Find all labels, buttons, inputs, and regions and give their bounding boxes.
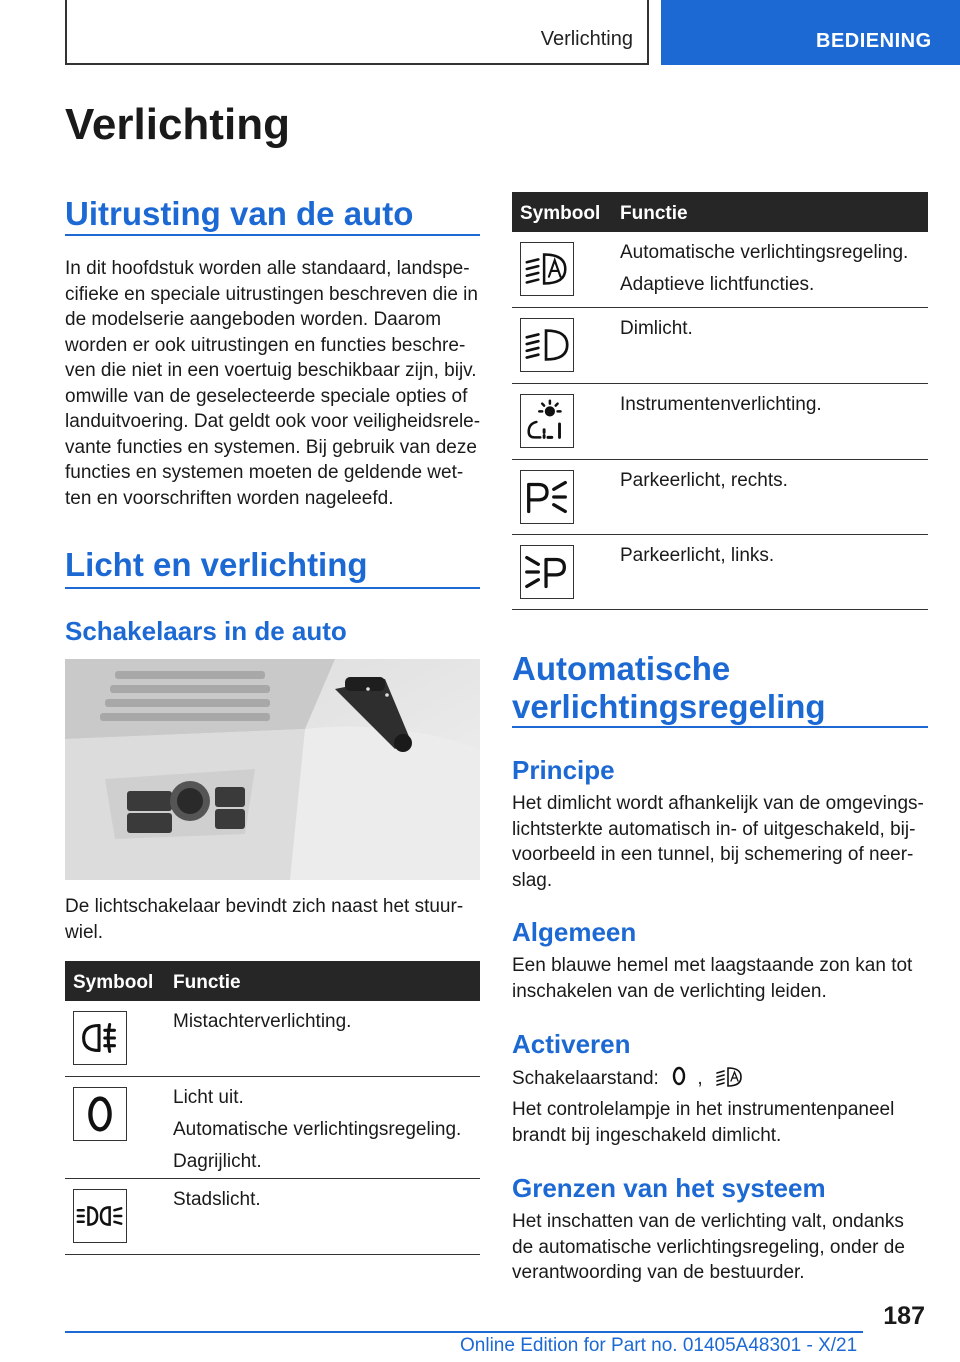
text-line: Een blauwe hemel met laagstaande zon kan tot [512, 955, 913, 976]
text-line: brandt bij ingeschakeld dimlicht. [512, 1124, 782, 1146]
table-row [65, 1179, 480, 1255]
text-line: Het controlelampje in het instrumentenpaneel [512, 1099, 895, 1120]
page-number: 187 [883, 1302, 925, 1330]
text-line: Dimlicht. [620, 318, 693, 339]
text-line: functies en systemen moeten de geldende wet- [65, 462, 464, 483]
text-line: In dit hoofdstuk worden alle standaard, landspe- [65, 258, 470, 279]
table-header-function: Functie [173, 972, 241, 993]
text-line: inschakelen van de verlichting leiden. [512, 980, 827, 1002]
paragraph-activate [512, 1097, 894, 1148]
photo-caption [65, 894, 463, 945]
table-header [65, 961, 480, 1001]
table-row [512, 535, 928, 610]
text-line: slag. [512, 869, 553, 891]
header-tab-label: BEDIENING [816, 30, 932, 52]
text-line: vante functies en systemen. Bij gebruik van deze [65, 436, 477, 458]
text-line: Adaptieve lichtfuncties. [620, 274, 815, 295]
header-tab[interactable] [661, 0, 960, 65]
paragraph-limits [512, 1209, 905, 1286]
text-line: Het dimlicht wordt afhankelijk van de omgevings- [512, 793, 924, 814]
text-line: Mistachterverlichting. [173, 1011, 352, 1032]
table-row [512, 308, 928, 384]
heading-limits: Grenzen van het systeem [512, 1173, 826, 1203]
low-beam-icon [520, 318, 574, 372]
text-line: de modelserie aangeboden worden. Daarom [65, 309, 442, 330]
text-line: de automatische verlichtingsregeling, onder de [512, 1236, 905, 1258]
switch-position-label: Schakelaarstand: [512, 1068, 659, 1089]
text-line: De lichtschakelaar bevindt zich naast het stuur- [65, 896, 464, 917]
text-line: Parkeerlicht, rechts. [620, 470, 788, 491]
text-line: verantwoording van de bestuurder. [512, 1262, 805, 1283]
heading-light: Licht en verlichting [65, 546, 368, 583]
table-header-function: Functie [620, 203, 688, 224]
heading-line: Automatische [512, 650, 731, 687]
text-line: voorbeeld in een tunnel, bij schemering of neer- [512, 844, 914, 865]
heading-principle: Principe [512, 755, 615, 785]
paragraph-equipment [65, 256, 480, 511]
function-text [173, 1187, 261, 1212]
switch-position-line [512, 1065, 742, 1092]
heading-activate: Activeren [512, 1029, 631, 1059]
function-text [620, 316, 693, 341]
auto-headlight-icon [716, 1066, 742, 1088]
text-line: landuitvoering. Dat geldt ook voor veiligheidsrele- [65, 411, 481, 432]
side-lights-icon [73, 1189, 127, 1243]
heading-general: Algemeen [512, 917, 637, 947]
page-title: Verlichting [65, 100, 290, 149]
switch-separator: , [697, 1068, 703, 1089]
table-row [512, 460, 928, 535]
heading-equipment: Uitrusting van de auto [65, 195, 414, 232]
heading-switches: Schakelaars in de auto [65, 616, 347, 646]
function-text [620, 240, 908, 297]
rear-fog-light-icon [73, 1011, 127, 1065]
heading-auto-lighting [512, 650, 826, 726]
text-line: ten en voorschriften worden nageleefd. [65, 487, 394, 509]
header-section-box [65, 0, 649, 65]
heading-rule [65, 234, 480, 236]
parking-light-left-icon [520, 545, 574, 599]
paragraph-principle [512, 791, 924, 893]
auto-headlight-icon [520, 242, 574, 296]
text-line: Stadslicht. [173, 1189, 261, 1210]
text-line: Dagrijlicht. [173, 1151, 262, 1172]
table-header-symbol: Symbool [73, 972, 154, 993]
table-row [65, 1077, 480, 1179]
text-line: Automatische verlichtingsregeling. [173, 1119, 462, 1140]
function-text [620, 468, 788, 493]
light-switch-photo [65, 659, 480, 880]
text-line: Licht uit. [173, 1087, 244, 1108]
light-off-zero-icon [670, 1065, 688, 1087]
footer-rule [65, 1331, 863, 1333]
function-text [620, 392, 822, 417]
symbol-table-right [512, 192, 928, 610]
light-off-zero-icon [73, 1087, 127, 1141]
text-line: wiel. [65, 921, 104, 943]
function-text [173, 1085, 461, 1174]
text-line: worden er ook uitrustingen en functies beschre- [65, 334, 466, 356]
symbol-table-left [65, 961, 480, 1255]
text-line: Het inschatten van de verlichting valt, ondanks [512, 1211, 904, 1232]
table-header-symbol: Symbool [520, 203, 601, 224]
footer-edition: Online Edition for Part no. 01405A48301 - X/21 [460, 1335, 858, 1356]
table-row [512, 384, 928, 460]
text-line: Parkeerlicht, links. [620, 545, 775, 566]
text-line: cifieke en speciale uitrustingen beschreven die in [65, 283, 478, 305]
parking-light-right-icon [520, 470, 574, 524]
text-line: Automatische verlichtingsregeling. [620, 242, 909, 263]
heading-line: verlichtingsregeling [512, 688, 826, 725]
header-section-title: Verlichting [540, 28, 633, 50]
function-text [173, 1009, 351, 1034]
heading-rule [65, 587, 480, 589]
table-row [512, 232, 928, 308]
text-line: Instrumentenverlichting. [620, 394, 822, 415]
table-header [512, 192, 928, 232]
text-line: lichtsterkte automatisch in- of uitgeschakeld, bij- [512, 818, 916, 840]
text-line: ven die niet in een voertuig beschikbaar zijn, bijv. [65, 360, 477, 381]
instrument-lighting-icon [520, 394, 574, 448]
function-text [620, 543, 774, 568]
text-line: omwille van de geselecteerde speciale opties of [65, 385, 468, 407]
table-row [65, 1001, 480, 1077]
paragraph-general [512, 953, 912, 1004]
heading-rule [512, 726, 928, 728]
